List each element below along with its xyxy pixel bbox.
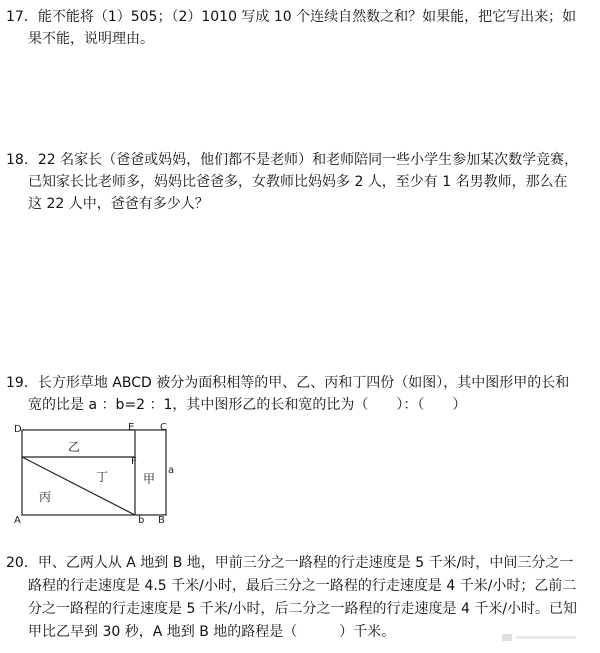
diagonal-line: [22, 457, 135, 515]
question-19: [6, 372, 594, 416]
watermark-logo: [500, 629, 580, 645]
question-20-line-1: 20．甲、乙两人从 A 地到 B 地，甲前三分之一路程的行走速度是 5 千米/时，中间三分之一: [6, 555, 574, 571]
vertex-label-d: D: [14, 424, 22, 435]
question-18: [6, 149, 594, 215]
side-label-a: a: [168, 465, 175, 476]
region-label-ding: 丁: [96, 470, 109, 484]
question-17-line-2: 果不能，说明理由。: [28, 31, 154, 47]
question-19-line-2: 宽的比是 a ：b=2 ：1，其中图形乙的长和宽的比为（ ）：（ ）: [28, 397, 467, 413]
question-20-line-4: 甲比乙早到 30 秒，A 地到 B 地的路程是（ ）千米。: [28, 624, 396, 640]
rectangle-abcd-figure: [10, 420, 180, 528]
vertex-label-a: A: [14, 515, 21, 526]
question-17: [6, 6, 594, 50]
region-label-yi: 乙: [68, 440, 81, 454]
question-17-line-1: 17．能不能将（1）505；（2）1010 写成 10 个连续自然数之和？如果能，把它写出来；如: [6, 9, 577, 25]
vertex-label-f: F: [131, 456, 137, 467]
vertex-label-e: E: [128, 422, 135, 433]
region-label-bing: 丙: [39, 490, 52, 504]
region-label-jia: 甲: [143, 472, 156, 486]
question-20-line-3: 分之一路程的行走速度是 5 千米/小时，后二分之一路程的行走速度是 4 千米/小时。已知: [28, 601, 578, 617]
question-18-line-2: 已知家长比老师多，妈妈比爸爸多，女教师比妈妈多 2 人，至少有 1 名男教师，那么在: [28, 174, 568, 190]
vertex-label-c: C: [160, 422, 167, 433]
question-20-line-2: 路程的行走速度是 4.5 千米/小时，最后三分之一路程的行走速度是 4 千米/小时；乙前二: [28, 578, 577, 594]
vertex-label-b: B: [158, 515, 165, 526]
question-19-line-1: 19．长方形草地 ABCD 被分为面积相等的甲、乙、丙和丁四份（如图），其中图形甲的长和: [6, 375, 570, 391]
side-label-b: b: [138, 515, 145, 526]
question-18-line-1: 18．22 名家长（爸爸或妈妈，他们都不是老师）和老师陪同一些小学生参加某次数学竞赛，: [6, 152, 579, 168]
question-18-line-3: 这 22 人中，爸爸有多少人？: [28, 196, 209, 212]
